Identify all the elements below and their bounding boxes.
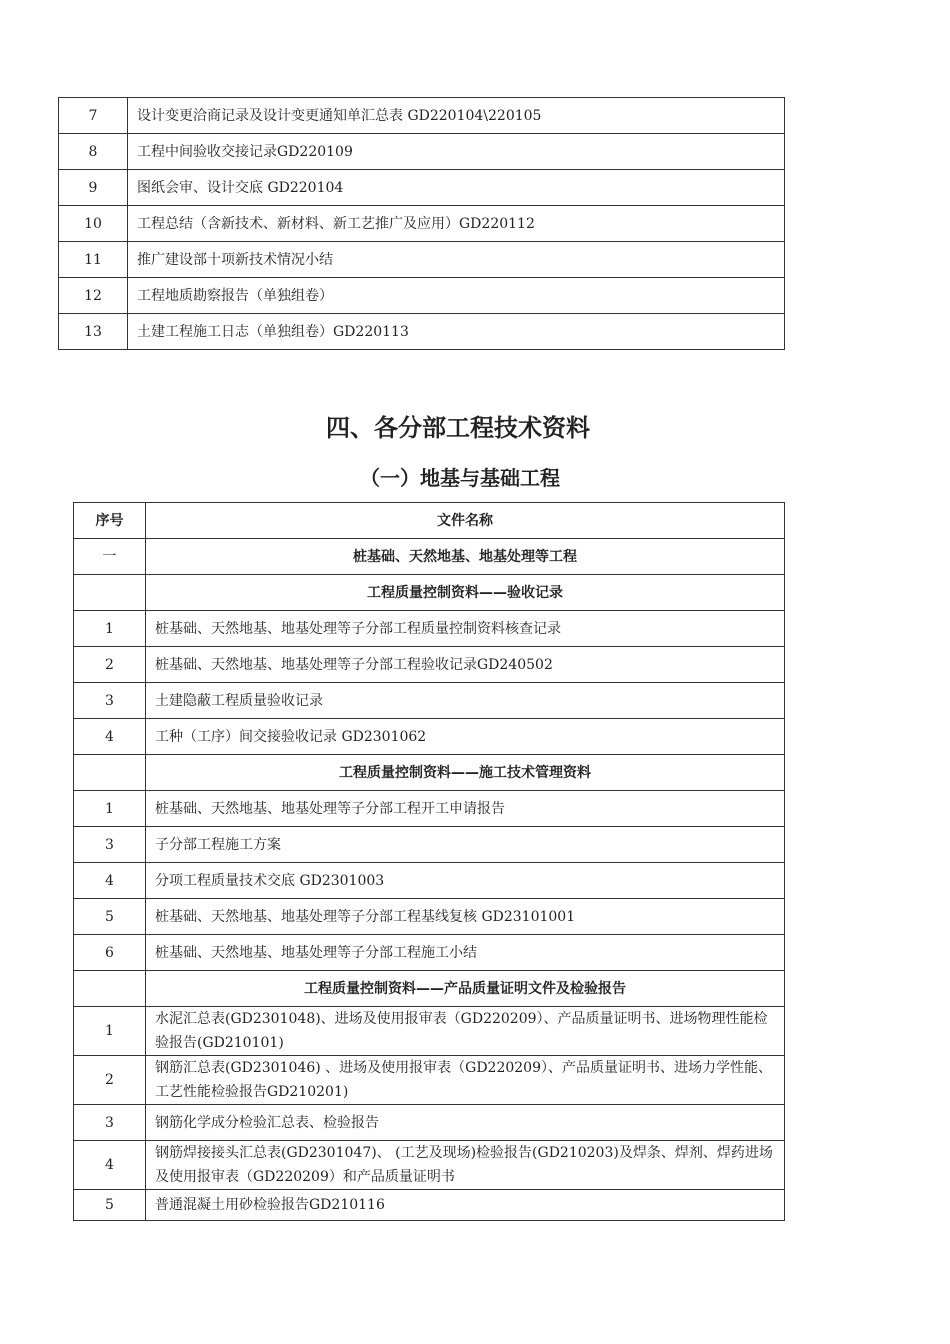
- table-row: [74, 971, 785, 1007]
- top-document-table: [58, 97, 785, 350]
- table-row: [74, 899, 785, 935]
- table-header-row: [74, 503, 785, 539]
- row-number: 3: [74, 1105, 146, 1141]
- file-name: 钢筋汇总表(GD2301046) 、进场及使用报审表（GD220209）、产品质量证明书、进场力学性能、工艺性能检验报告GD210201): [146, 1056, 785, 1105]
- group-heading: 工程质量控制资料——施工技术管理资料: [146, 755, 785, 791]
- row-number: 13: [59, 314, 128, 350]
- file-name: 推广建设部十项新技术情况小结: [128, 242, 785, 278]
- row-number: 1: [74, 611, 146, 647]
- file-name: 桩基础、天然地基、地基处理等子分部工程开工申请报告: [146, 791, 785, 827]
- row-number: 1: [74, 791, 146, 827]
- row-number: [74, 575, 146, 611]
- row-number: 一: [74, 539, 146, 575]
- table-row: [74, 683, 785, 719]
- table-row: [59, 170, 785, 206]
- file-name: 工种（工序）间交接验收记录 GD2301062: [146, 719, 785, 755]
- row-number: 10: [59, 206, 128, 242]
- file-name: 钢筋化学成分检验汇总表、检验报告: [146, 1105, 785, 1141]
- row-number: [74, 755, 146, 791]
- file-name: 普通混凝土用砂检验报告GD210116: [146, 1190, 785, 1221]
- file-name: 水泥汇总表(GD2301048)、进场及使用报审表（GD220209）、产品质量证明书、进场物理性能检验报告(GD210101): [146, 1007, 785, 1056]
- row-number: 4: [74, 863, 146, 899]
- row-number: [74, 971, 146, 1007]
- table-row: [74, 1141, 785, 1190]
- file-name: 土建工程施工日志（单独组卷）GD220113: [128, 314, 785, 350]
- file-name: 工程总结（含新技术、新材料、新工艺推广及应用）GD220112: [128, 206, 785, 242]
- row-number: 2: [74, 647, 146, 683]
- table-row: [74, 863, 785, 899]
- table-row: [74, 1105, 785, 1141]
- subsection-title: （一）地基与基础工程: [360, 466, 560, 490]
- table-row: [74, 827, 785, 863]
- table-row: [74, 719, 785, 755]
- row-number: 7: [59, 98, 128, 134]
- header-file-name: 文件名称: [146, 503, 785, 539]
- row-number: 4: [74, 719, 146, 755]
- table-row: [74, 755, 785, 791]
- table-row: [59, 314, 785, 350]
- table-row: [74, 1056, 785, 1105]
- table-row: [74, 791, 785, 827]
- table-row: [59, 242, 785, 278]
- row-number: 3: [74, 683, 146, 719]
- table-row: [74, 575, 785, 611]
- file-name: 子分部工程施工方案: [146, 827, 785, 863]
- table-row: [59, 278, 785, 314]
- row-number: 4: [74, 1141, 146, 1190]
- row-number: 2: [74, 1056, 146, 1105]
- file-name: 图纸会审、设计交底 GD220104: [128, 170, 785, 206]
- table-row: [59, 134, 785, 170]
- foundation-document-table: [73, 502, 785, 1221]
- group-heading: 工程质量控制资料——验收记录: [146, 575, 785, 611]
- table-row: [74, 1007, 785, 1056]
- file-name: 工程中间验收交接记录GD220109: [128, 134, 785, 170]
- header-serial-number: 序号: [74, 503, 146, 539]
- file-name: 工程地质勘察报告（单独组卷）: [128, 278, 785, 314]
- group-heading: 工程质量控制资料——产品质量证明文件及检验报告: [146, 971, 785, 1007]
- row-number: 12: [59, 278, 128, 314]
- table-row: [74, 647, 785, 683]
- row-number: 6: [74, 935, 146, 971]
- table-row: [59, 206, 785, 242]
- file-name: 桩基础、天然地基、地基处理等子分部工程施工小结: [146, 935, 785, 971]
- row-number: 11: [59, 242, 128, 278]
- table-row: [74, 935, 785, 971]
- row-number: 5: [74, 1190, 146, 1221]
- row-number: 8: [59, 134, 128, 170]
- file-name: 桩基础、天然地基、地基处理等子分部工程验收记录GD240502: [146, 647, 785, 683]
- file-name: 设计变更洽商记录及设计变更通知单汇总表 GD220104\220105: [128, 98, 785, 134]
- file-name: 钢筋焊接接头汇总表(GD2301047)、 (工艺及现场)检验报告(GD210203)及焊条、焊剂、焊药进场及使用报审表（GD220209）和产品质量证明书: [146, 1141, 785, 1190]
- row-number: 3: [74, 827, 146, 863]
- table-row: [74, 1190, 785, 1221]
- table-row: [74, 611, 785, 647]
- table-row: [59, 98, 785, 134]
- table-row: [74, 539, 785, 575]
- group-heading: 桩基础、天然地基、地基处理等工程: [146, 539, 785, 575]
- row-number: 5: [74, 899, 146, 935]
- file-name: 分项工程质量技术交底 GD2301003: [146, 863, 785, 899]
- row-number: 9: [59, 170, 128, 206]
- file-name: 土建隐蔽工程质量验收记录: [146, 683, 785, 719]
- file-name: 桩基础、天然地基、地基处理等子分部工程质量控制资料核查记录: [146, 611, 785, 647]
- section-title: 四、各分部工程技术资料: [326, 414, 590, 442]
- row-number: 1: [74, 1007, 146, 1056]
- file-name: 桩基础、天然地基、地基处理等子分部工程基线复核 GD23101001: [146, 899, 785, 935]
